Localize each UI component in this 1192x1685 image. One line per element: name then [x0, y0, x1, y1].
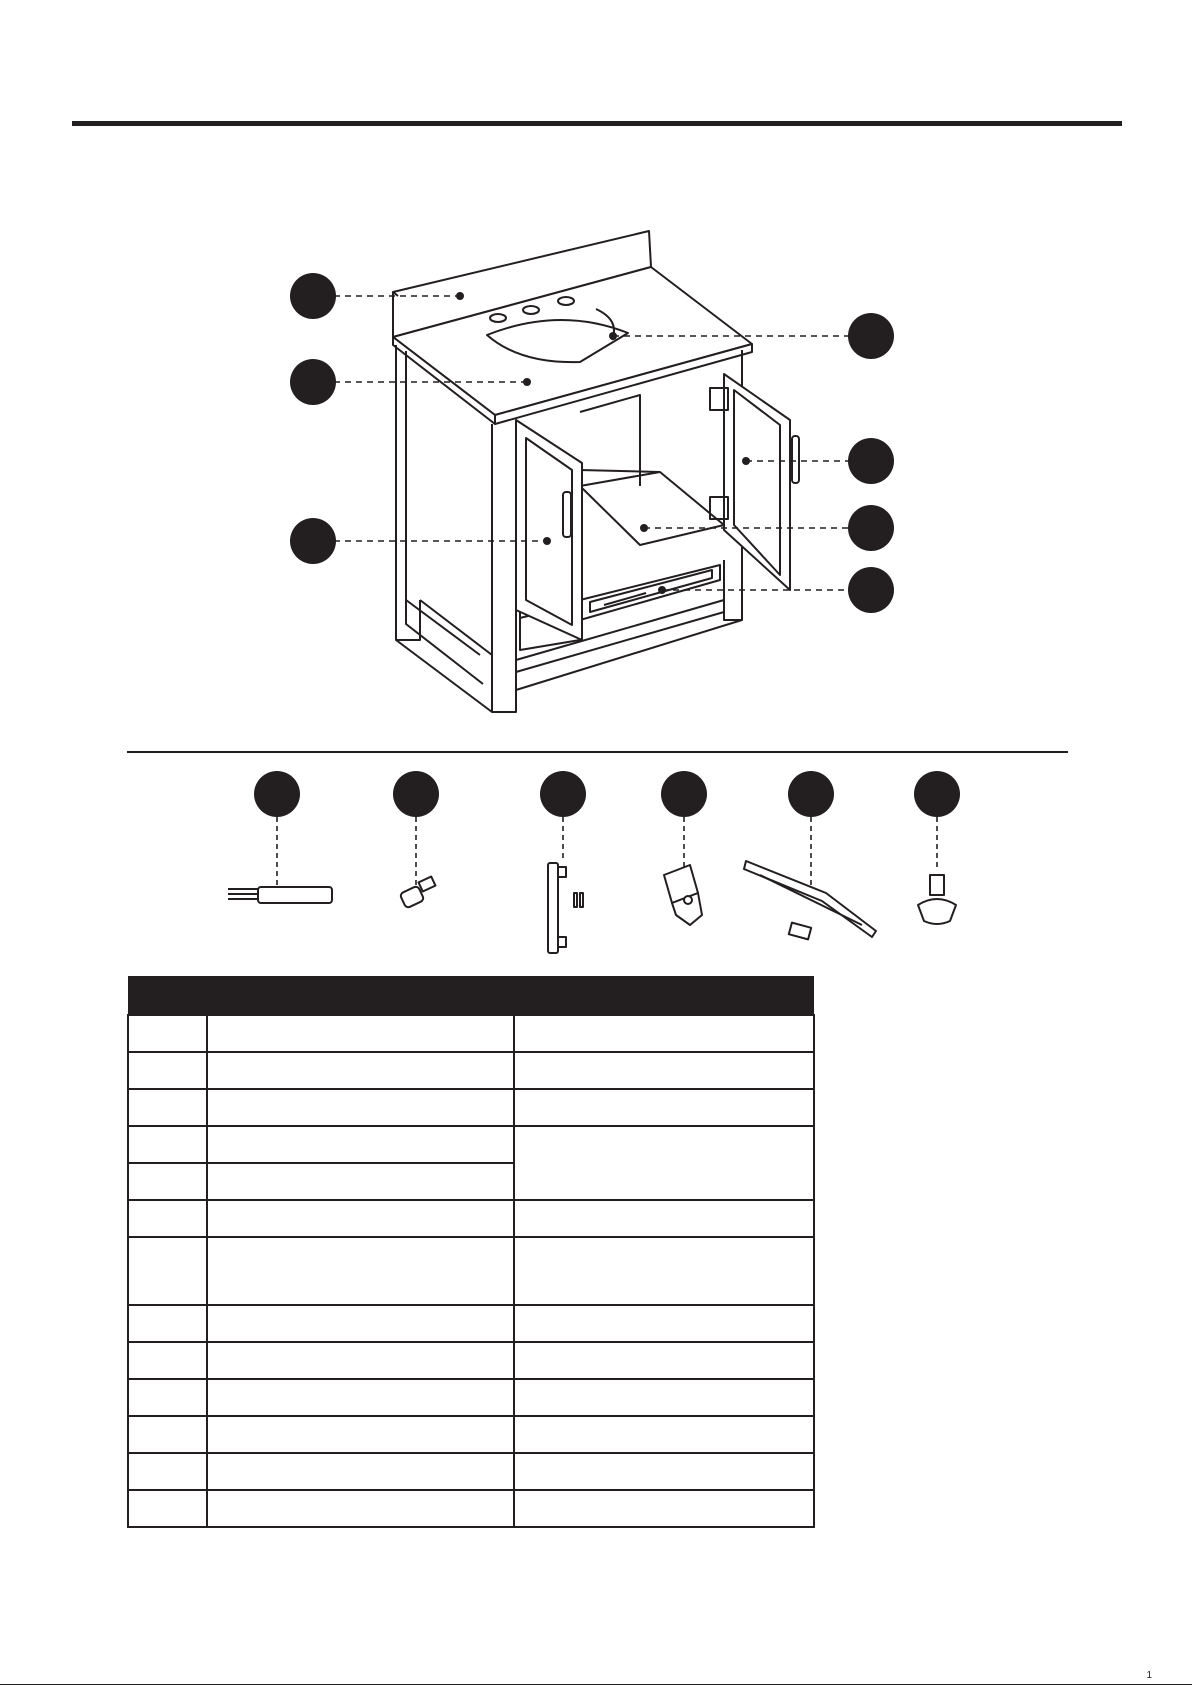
table-row: [128, 1416, 814, 1453]
leveling-foot-icon: [918, 875, 956, 924]
table-row: [128, 1490, 814, 1527]
table-header-row: [128, 976, 814, 1015]
hinge-icon: [664, 865, 702, 925]
table-row: [128, 1453, 814, 1490]
callout-sink-basin: [848, 313, 894, 359]
parts-table: [127, 976, 815, 1528]
table-row: [128, 1237, 814, 1305]
hardware-diagram: [0, 765, 1192, 985]
page-mark: 1: [1146, 1670, 1152, 1681]
callout-cam-bolt: [393, 771, 439, 817]
callout-drawer: [848, 567, 894, 613]
table-row: [128, 1305, 814, 1342]
callout-hinge: [661, 771, 707, 817]
callout-cabinet-left-door: [290, 518, 336, 564]
wood-dowel-icon: [228, 887, 332, 903]
callout-door-handle: [540, 771, 586, 817]
drawer-slide-icon: [744, 861, 876, 939]
table-row: [128, 1342, 814, 1379]
cam-bolt-icon: [400, 877, 436, 909]
vanity-exploded-diagram: [0, 0, 1192, 760]
header-part: [128, 976, 207, 1015]
header-description: [207, 976, 514, 1015]
table-row: [128, 1052, 814, 1089]
callout-drawer-slide: [788, 771, 834, 817]
table-row: [128, 1126, 814, 1163]
callout-leveling-foot: [914, 771, 960, 817]
left-door-drawing: [516, 420, 582, 640]
table-row: [128, 1379, 814, 1416]
callout-backsplash: [290, 273, 336, 319]
callout-countertop: [290, 359, 336, 405]
table-row: [128, 1015, 814, 1052]
right-door-drawing: [710, 374, 799, 590]
door-handle-icon: [548, 863, 583, 953]
table-row: [128, 1200, 814, 1237]
table-row: [128, 1089, 814, 1126]
callout-wood-dowel: [254, 771, 300, 817]
section-divider: [127, 751, 1068, 753]
callout-cabinet-shelf: [848, 505, 894, 551]
header-quantity: [514, 976, 814, 1015]
callout-cabinet-right-door: [848, 438, 894, 484]
